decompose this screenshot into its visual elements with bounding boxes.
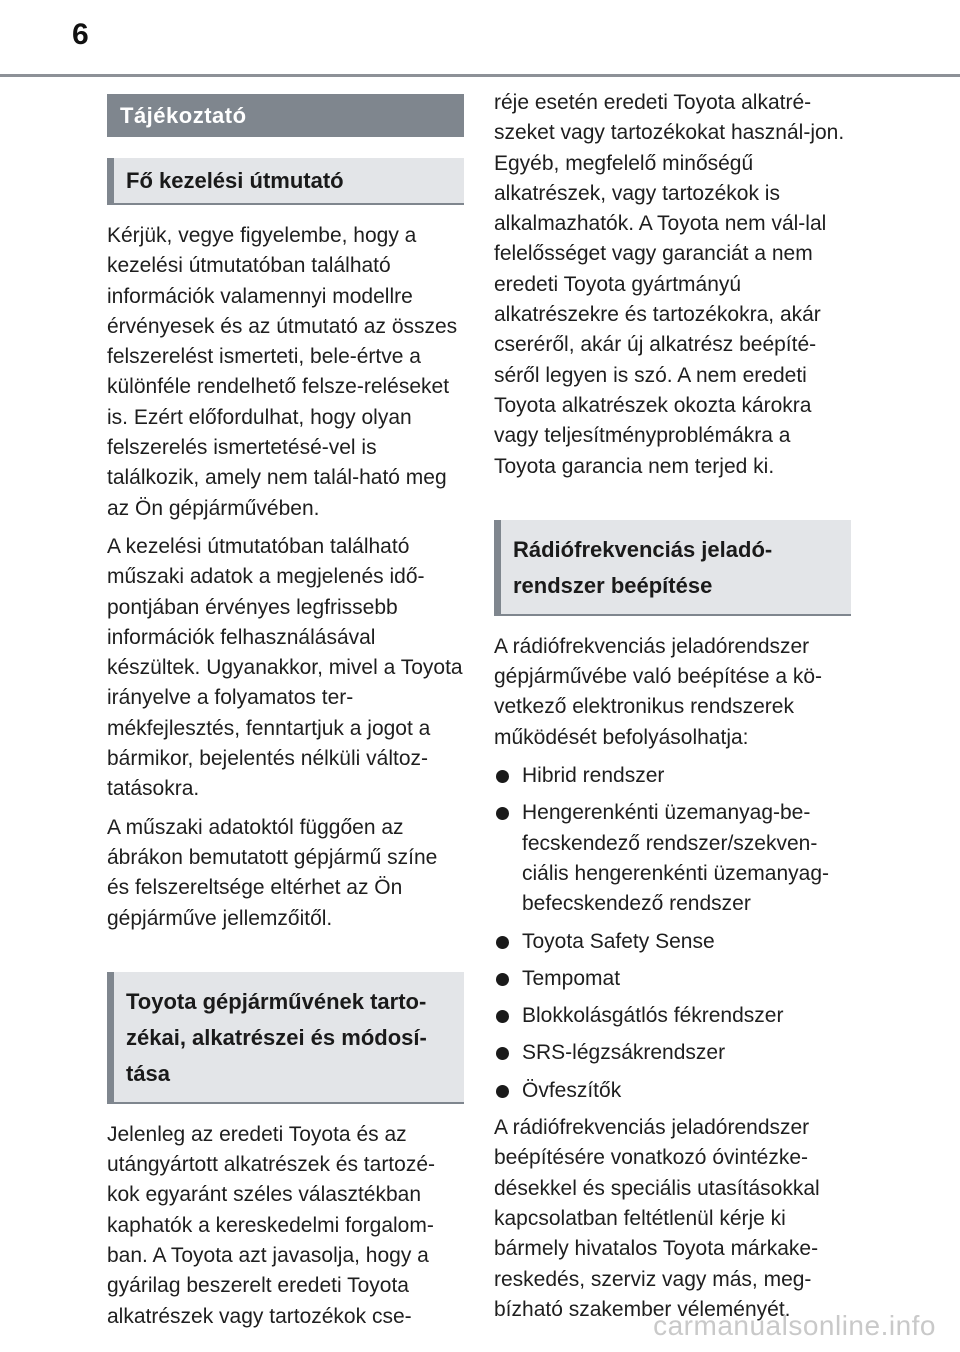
watermark: carmanualsonline.info	[653, 1310, 936, 1341]
affected-systems-list	[494, 761, 851, 1106]
subsection-title-main-manual: Fő kezelési útmutató	[107, 158, 464, 205]
bullet-icon	[496, 973, 509, 986]
list-item-text: Toyota Safety Sense	[522, 929, 715, 953]
list-item-text: Övfeszítők	[522, 1078, 622, 1102]
subsection-title-accessories: Toyota gépjárművének tarto-zékai, alkatrészei és módosí-tása	[107, 972, 464, 1104]
list-item	[494, 964, 851, 994]
list-item	[494, 1001, 851, 1031]
right-column	[494, 88, 851, 1333]
left-column	[107, 94, 464, 1340]
list-item-text: Hengerenkénti üzemanyag-be-fecskendező rendszer/szekven-ciális hengerenkénti üzemanyag-befecskendező rendszer	[522, 801, 830, 916]
list-item	[494, 1076, 851, 1106]
list-item	[494, 761, 851, 791]
list-item	[494, 1038, 851, 1068]
bullet-icon	[496, 1085, 509, 1098]
bullet-icon	[496, 936, 509, 949]
bullet-icon	[496, 1010, 509, 1023]
paragraph: Kérjük, vegye figyelembe, hogy a kezelési útmutatóban található információk valamennyi modellre érvényesek és az útmutató az összes felszerelést ismerteti, bele-értve a különféle rendelhető felsze-reléseket is. Ezért előfordulhat, hogy olyan felszerelés ismertetésé-vel is találkozik, amely nem talál-ható meg az Ön gépjárművében.	[107, 224, 458, 520]
paragraph: Jelenleg az eredeti Toyota és az utángyártott alkatrészek és tartozé-kok egyaránt széles választékban kaphatók a kereskedelmi forgalom-ban. A Toyota azt javasolja, hogy a gyárilag beszerelt eredeti Toyota alkatrészek vagy tartozékok cse-	[107, 1122, 435, 1328]
subsection-title-radio-transmitter: Rádiófrekvenciás jeladó-rendszer beépítése	[494, 520, 851, 616]
paragraph-continuation: réje esetén eredeti Toyota alkatré-szeket vagy tartozékokat használ-jon. Egyéb, megfelelő minőségű alkatrészek, vagy tartozékok is alkalmazhatók. A Toyota nem vál-lal felelősséget vagy garanciát a nem eredeti Toyota gyártmányú alkatrészekre és tartozékokra, akár cseréről, akár új alkatrész beépíté-séről legyen is szó. A nem eredeti Toyota alkatrészek okozta károkra vagy teljesítményproblémákra a Toyota garancia nem terjed ki.	[494, 91, 845, 478]
section-title: Tájékoztató	[107, 94, 464, 137]
paragraph: A rádiófrekvenciás jeladórendszer beépítésére vonatkozó óvintézke-désekkel és speciális utasításokkal kapcsolatban feltétlenül kérje ki bármely hivatalos Toyota márkake-reskedés, szerviz vagy más, meg-bízható szakember véleményét.	[494, 1116, 820, 1321]
paragraph: A rádiófrekvenciás jeladórendszer gépjárművébe való beépítése a kö-vetkező elektronikus rendszerek működését befolyásolhatja:	[494, 634, 823, 749]
bullet-icon	[496, 770, 509, 783]
paragraph: A műszaki adatoktól függően az ábrákon bemutatott gépjármű színe és felszereltsége eltérhet az Ön gépjárműve jellemzőitől.	[107, 815, 438, 930]
bullet-icon	[496, 807, 509, 820]
header-rule	[0, 74, 960, 77]
page-number: 6	[72, 18, 89, 51]
list-item-text: Blokkolásgátlós fékrendszer	[522, 1004, 784, 1028]
paragraph: A kezelési útmutatóban található műszaki adatok a megjelenés idő-pontjában érvényes legfrissebb információk felhasználásával készültek. Ugyanakkor, mivel a Toyota irányelve a folyamatos ter-mékfejlesztés, fenntartjuk a jogot a bármikor, bejelentés nélküli változ-tatásokra.	[107, 534, 463, 801]
list-item	[494, 798, 851, 919]
list-item-text: SRS-légzsákrendszer	[522, 1041, 726, 1065]
list-item	[494, 927, 851, 957]
bullet-icon	[496, 1047, 509, 1060]
list-item-text: Hibrid rendszer	[522, 764, 665, 788]
list-item-text: Tempomat	[522, 966, 621, 990]
